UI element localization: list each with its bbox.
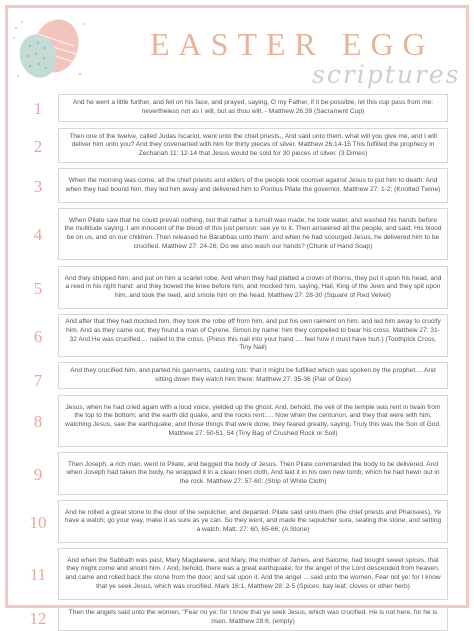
scripture-text: When the morning was come, all the chief priests and elders of the people took counsel against Jesus to put him to death: And when they had bound him, they led him away and delivered him to Pontius Pilate the governor. Matthew 27: 1-2; (Knotted Twine) [58,168,448,203]
scripture-text: When Pilate saw that he could prevail nothing, but that rather a tumult was made, he took water, and washed his hands before the multitude saying, I am innocent of the blood of this just person: see ye to it. Then answered all the people, and said, His blood be on us, and on our children. Then released he Barabbas unto them: and when he had scourged Jesus, he delivered him to be crucified. Matthew 27: 24-26; Do we also wash our hands? (Chunk of Hand Soap) [58,208,448,260]
scripture-text: Then one of the twelve, called Judas Iscariot, went unto the chief priests,, And said unto them, what will you give me, and I will deliver him unto you? And they covenanted with him for thirty pieces of silver. Matthew 26:14-15 This fulfilled the prophecy in Zechariah 11: 12-14 that Jesus would be sold for 30 pieces of silver. (3 Dimes) [58,128,448,163]
item-number: 7 [33,371,43,390]
item-number: 8 [33,412,43,431]
scripture-text: And he went a little further, and fell on his face, and prayed, saying, O my Father, if it be possible, let this cup pass from me: nevertheless not as I will, but as thou wilt. - Matthew 26:39 (Sacrament Cup) [58,94,448,122]
scripture-text: And when the Sabbath was past, Mary Magdalene, and Mary, the mother of James, and Salome, had bought sweet spices, that they might come and anoint him. / And, behold, there was a great earthquake; for the angel of the Lord descended from heaven, and came and rolled back the stone from the door, and sat upon it. And the angel ... said unto the women, Fear not ye: for I know that ye seek Jesus, which was crucified. Mark 16:1, Matthew 28: 2-5 (Spices: bay leaf, cloves or other herb) [58,548,448,600]
item-number: 11 [29,565,47,584]
item-number: 12 [29,609,47,628]
item-number: 6 [33,327,43,346]
page-subtitle: scriptures [312,60,461,89]
scripture-text: And after that they had mocked him, they took the robe off from him, and put his own raiment on him, and led him away to crucify him. And as they came out, they found a man of Cyrene, Simon by name: him they compelled to bear his cross. Matthew 27: 31-32 And He was crucified.... nailed to the cross. (Press this nail into your hand .... feel how it must have hurt.) (Toothpick Cross, Tiny Nail) [58,314,448,357]
scripture-text: And they stripped him, and put on him a scarlet robe. And when they had platted a crown of thorns, they put it upon his head, and a reed in his right hand: and they bowed the knee before him, and mocked him, saying, Hail, King of the Jews and they spit upon him, and took the reed, and smote him on the head. Matthew 27: 28-30 (Square of Red Velvet) [58,266,448,309]
page-title: EASTER EGG [150,26,435,62]
item-number: 2 [33,137,43,156]
scripture-text: Then Joseph, a rich man, went to Pilate, and begged the body of Jesus. Then Pilate commanded the body to be delivered. And when Joseph had taken the body, he wrapped it in a clean linen cloth, And laid it in his own new tomb, which he had hewn out in the rock. Matthew 27: 57-60; (Strip of White Cloth) [58,452,448,495]
item-number: 10 [29,513,47,532]
easter-eggs-illustration [10,16,90,82]
scripture-text: And he rolled a great stone to the door of the sepulcher, and departed. Pilate said unto them (the chief priests and Pharisees), Ye have a watch; go your way, make it as sure as ye can. So they went, and made the sepulcher sure, sealing the stone, and setting a watch. Matt. 27: 60, 65-66; (A Stone) [58,500,448,543]
scripture-text: And they crucified him, and parted his garments, casting lots: that it might be fulfilled which was spoken by the prophet.... And sitting down they watch him there: Matthew 27: 35-36 (Pair of Dice) [58,362,448,389]
item-number: 5 [33,279,43,298]
item-number: 1 [33,99,43,118]
item-number: 4 [33,225,43,244]
scripture-text: Then the angels said unto the women, "Fear no ye; for I know that ye seek Jesus, which was crucified. He is not here, for he is risen. Matthew 28:6; (empty) [58,605,448,631]
item-number: 3 [33,177,43,196]
scripture-text: Jesus, when he had cried again with a loud voice, yielded up the ghost. And, behold, the veil of the temple was rent in twain from the top to the bottom; and the earth did quake, and the rocks rent:.... Now when the centurion, and they that were with him, watching Jesus, saw the earthquake, and those things that were done, they feared greatly, saying, Truly this was the Son of God. Matthew 27: 50-51, 54 (Tiny Bag of Crushed Rock or Soil) [58,395,448,447]
item-number: 9 [33,465,43,484]
